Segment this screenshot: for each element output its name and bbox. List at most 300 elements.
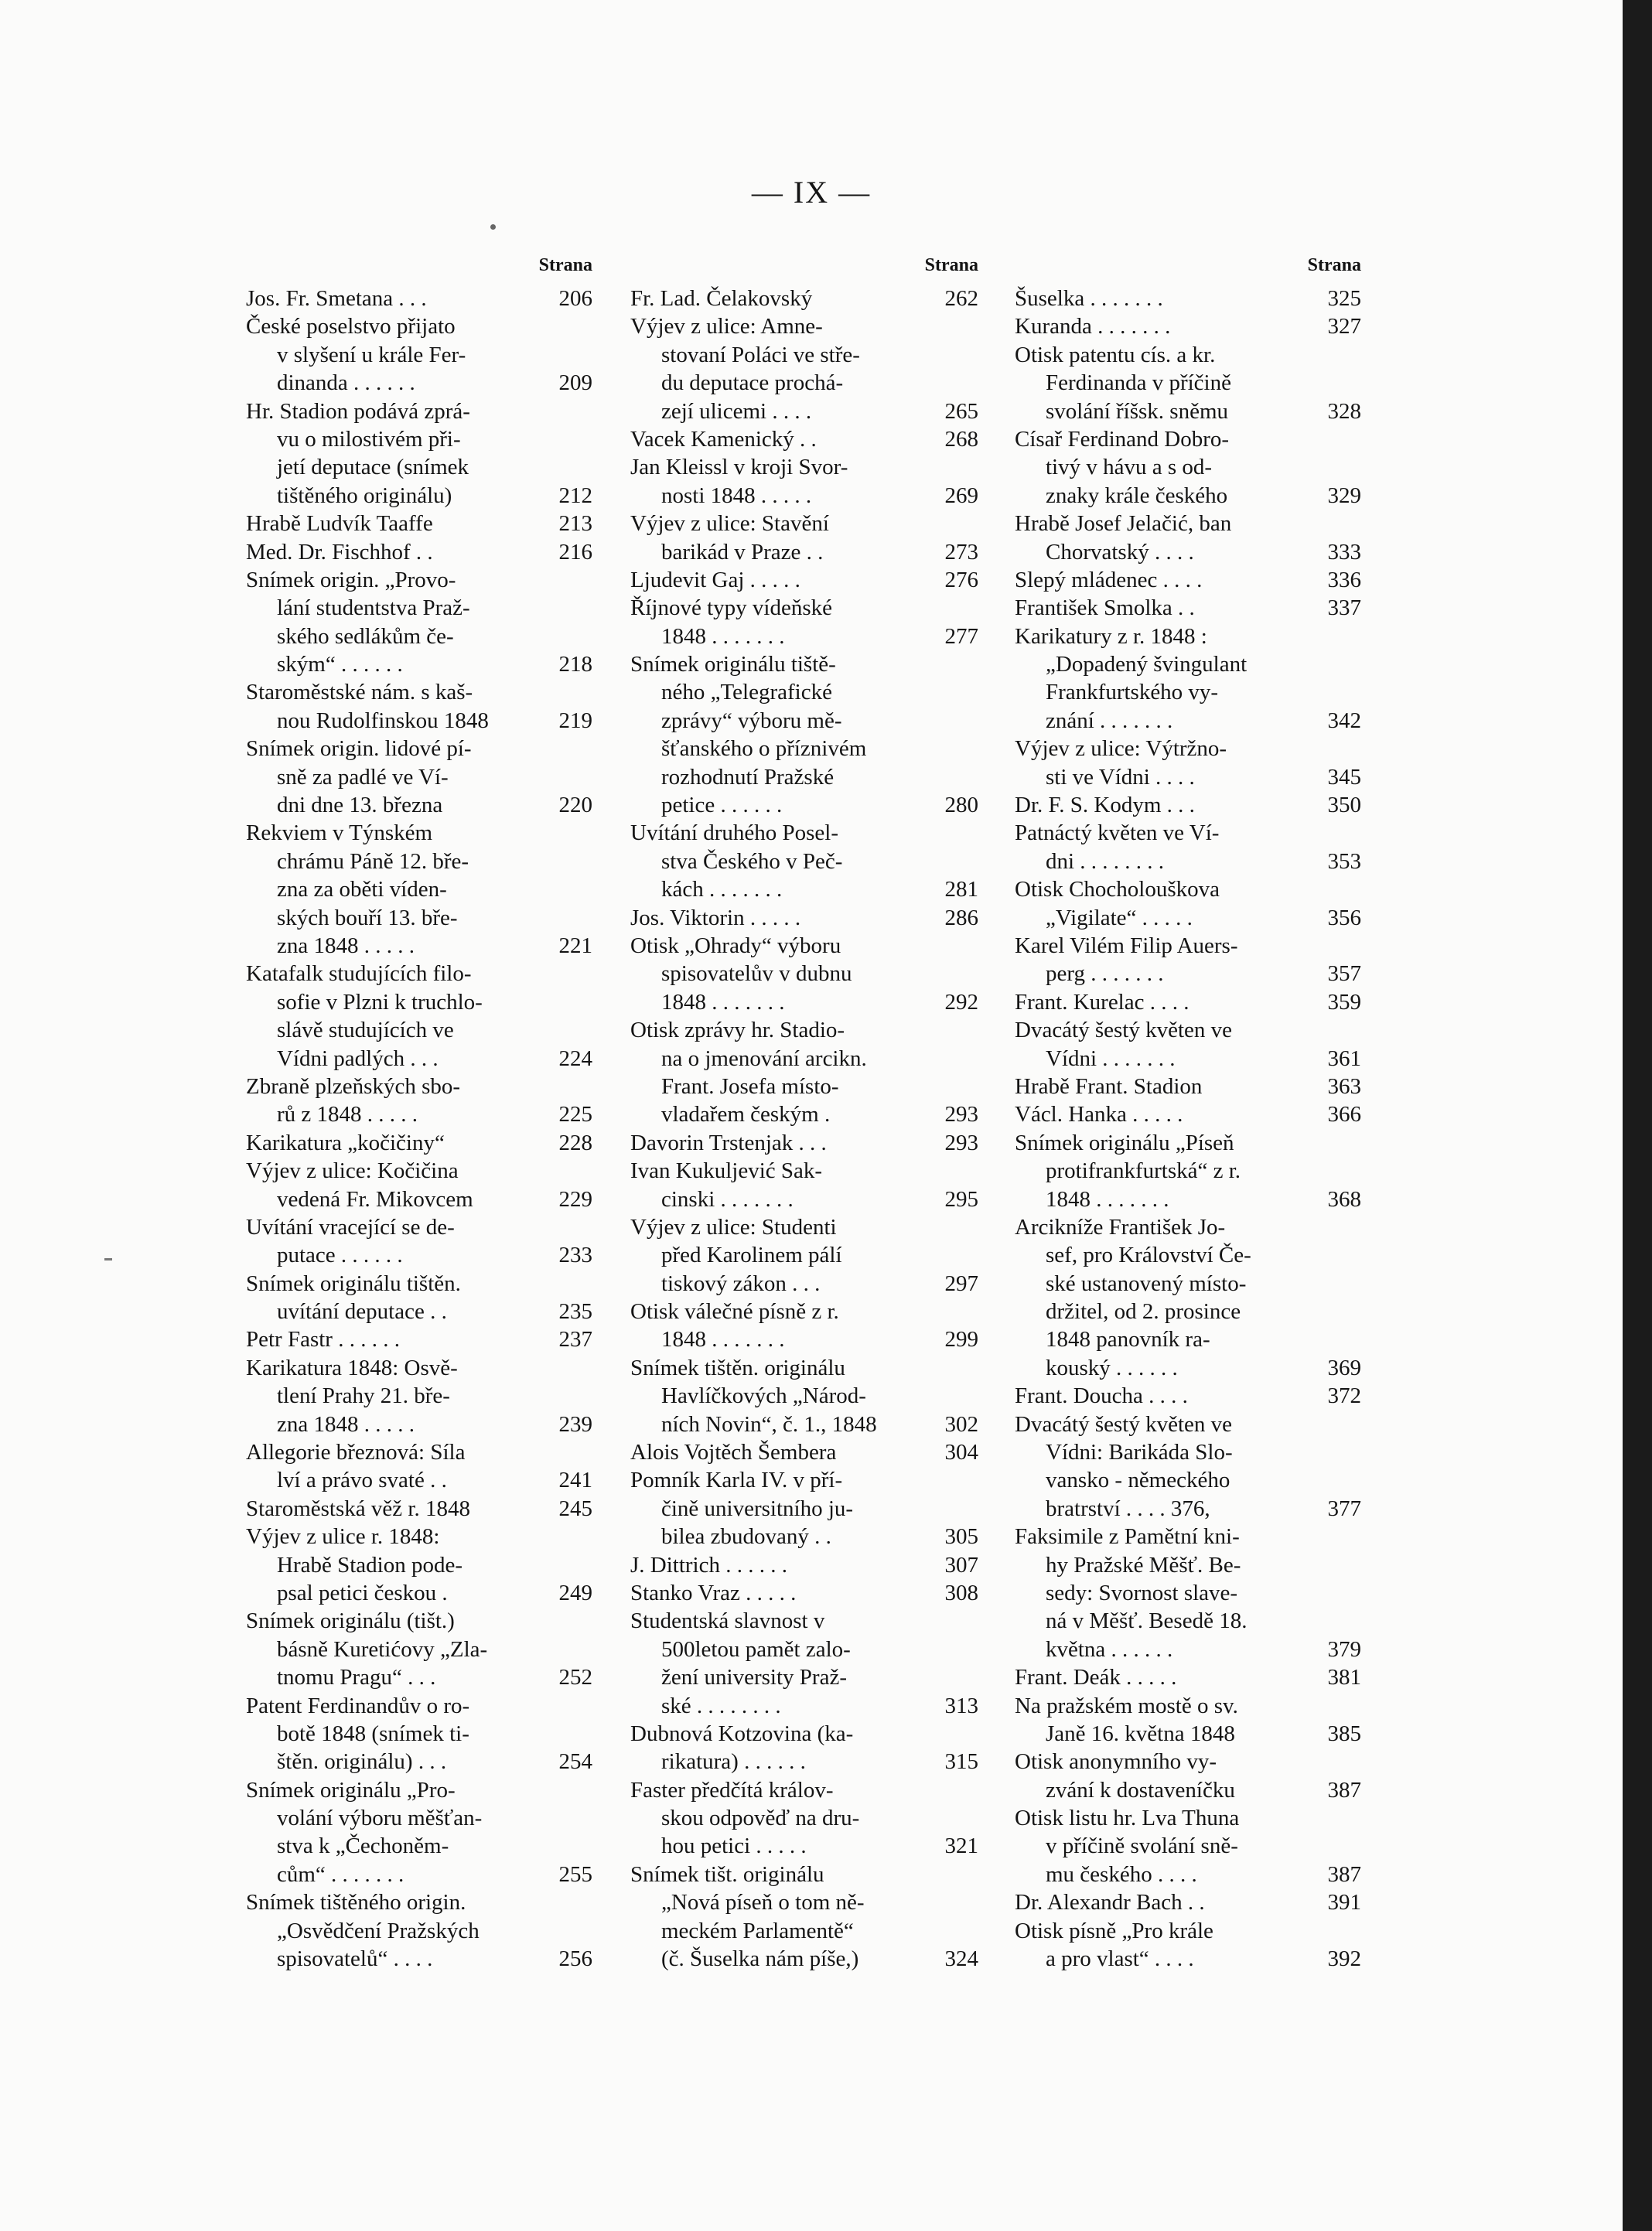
toc-entry-title: bratrství . . . . 376, (1046, 1496, 1210, 1521)
toc-entry-line (630, 1185, 978, 1213)
toc-entry-title: Jos. Fr. Smetana . . . (246, 286, 427, 311)
toc-entry-title: protifrankfurtská“ z r. (1046, 1158, 1241, 1184)
toc-entry-line (246, 623, 592, 650)
toc-entry-title: Hrabě Stadion pode- (277, 1552, 462, 1578)
toc-page-number: 228 (558, 1130, 592, 1155)
toc-entry-title: Jos. Viktorin . . . . . (630, 905, 801, 930)
toc-entry-line (246, 763, 592, 791)
toc-entry (1015, 1917, 1361, 1973)
toc-entry-line (1015, 1157, 1361, 1185)
toc-entry-title: tnomu Pragu“ . . . (277, 1665, 436, 1690)
toc-entry-line (1015, 1888, 1361, 1916)
toc-page-number: 363 (1327, 1073, 1361, 1099)
toc-page-number: 254 (558, 1749, 592, 1775)
toc-entry-line (246, 1438, 592, 1466)
toc-entry-title: Davorin Trstenjak . . . (630, 1130, 827, 1155)
toc-page-number: 256 (558, 1946, 592, 1972)
toc-entry-title: Výjev z ulice: Amne- (630, 314, 823, 339)
toc-entry (630, 1551, 978, 1579)
toc-entry (630, 650, 978, 819)
toc-entry-title: Vídni padlých . . . (277, 1046, 439, 1071)
toc-entry-title: Výjev z ulice: Studenti (630, 1214, 837, 1240)
toc-page-number: 391 (1327, 1890, 1361, 1915)
toc-entry-line (1015, 341, 1361, 369)
toc-entry-title: Dubnová Kotzovina (ka- (630, 1721, 854, 1746)
toc-entry-title: rů z 1848 . . . . . (277, 1102, 418, 1127)
toc-entry-line (246, 285, 592, 312)
toc-entry-line (1015, 312, 1361, 340)
toc-entry-line (1015, 1663, 1361, 1691)
print-speck (490, 224, 496, 230)
toc-entry-title: Otisk písně „Pro krále (1015, 1918, 1213, 1943)
toc-entry-title: ským“ . . . . . . (277, 652, 403, 677)
toc-entry-title: chrámu Páně 12. bře- (277, 848, 469, 874)
toc-entry-line (630, 397, 978, 425)
toc-entry-line (630, 1466, 978, 1494)
toc-page-number: 237 (558, 1327, 592, 1353)
toc-entry-line (1015, 1270, 1361, 1298)
toc-entry-title: ských bouří 13. bře- (277, 905, 458, 930)
toc-page-number: 212 (558, 483, 592, 508)
toc-entry-line (1015, 1213, 1361, 1241)
toc-entry-title: čině universitního ju- (661, 1496, 854, 1521)
toc-entry-title: České poselstvo přijato (246, 314, 456, 339)
toc-entry-line (1015, 1776, 1361, 1804)
toc-page-number: 342 (1327, 708, 1361, 733)
toc-entry-line (630, 1495, 978, 1523)
toc-entry-title: ného „Telegrafické (661, 680, 832, 705)
toc-entry-line (246, 453, 592, 481)
toc-entry-title: ské . . . . . . . . (661, 1693, 781, 1718)
toc-page-number: 293 (944, 1130, 978, 1155)
toc-entry-line (630, 1073, 978, 1100)
toc-entry-title: Snímek origin. lidové pí- (246, 736, 472, 762)
toc-entry-title: v slyšení u krále Fer- (277, 342, 466, 367)
toc-entry-title: barikád v Praze . . (661, 539, 824, 565)
toc-entry (630, 285, 978, 312)
toc-page-number: 381 (1327, 1665, 1361, 1690)
toc-entry-line (630, 623, 978, 650)
toc-entry-line (246, 1861, 592, 1888)
toc-entry-line (1015, 1073, 1361, 1100)
toc-entry-line (1015, 650, 1361, 678)
toc-page-number: 315 (944, 1749, 978, 1775)
toc-page-number: 233 (558, 1243, 592, 1268)
toc-entry-line (630, 875, 978, 903)
toc-entry (1015, 1692, 1361, 1748)
toc-entry-title: Rekviem v Týnském (246, 820, 433, 846)
toc-entry-title: vu o milostivém při- (277, 426, 461, 452)
toc-entry-line (1015, 397, 1361, 425)
toc-entry-line (246, 594, 592, 622)
toc-entry-line (246, 1663, 592, 1691)
toc-entry (1015, 1073, 1361, 1100)
toc-entry-line (246, 1298, 592, 1325)
toc-entry (1015, 988, 1361, 1016)
toc-entry-title: ních Novin“, č. 1., 1848 (661, 1411, 877, 1437)
toc-page-number: 239 (558, 1411, 592, 1437)
toc-page-number: 235 (558, 1299, 592, 1325)
toc-entry-line (1015, 425, 1361, 453)
toc-entry-title: Hrabě Josef Jelačić, ban (1015, 511, 1232, 537)
toc-entry-title: Hrabě Ludvík Taaffe (246, 511, 433, 537)
toc-page-number: 219 (558, 708, 592, 733)
toc-entry-title: Karikatury z r. 1848 : (1015, 623, 1207, 649)
toc-entry-title: nosti 1848 . . . . . (661, 483, 812, 508)
toc-entry-title: na o jmenování arcikn. (661, 1046, 867, 1071)
toc-entry-title: Dvacátý šestý květen ve (1015, 1018, 1233, 1043)
toc-page-number: 333 (1327, 539, 1361, 565)
toc-page-number: 387 (1327, 1777, 1361, 1803)
toc-entry-line (630, 1579, 978, 1607)
toc-page-number: 281 (944, 877, 978, 902)
toc-column-1 (246, 249, 592, 1973)
toc-entry-title: básně Kuretićovy „Zla- (277, 1636, 488, 1662)
toc-entry-title: žení university Praž- (661, 1665, 847, 1690)
toc-entry-title: Fr. Lad. Čelakovský (630, 286, 813, 311)
toc-page-number: 280 (944, 793, 978, 818)
toc-entry-title: Frant. Doucha . . . . (1015, 1383, 1188, 1409)
toc-entry-title: Výjev z ulice r. 1848: (246, 1524, 440, 1550)
toc-entry (246, 1888, 592, 1973)
toc-entry-line (246, 960, 592, 988)
toc-entry-title: zna 1848 . . . . . (277, 933, 415, 958)
toc-entry-title: Otisk válečné písně z r. (630, 1299, 839, 1325)
toc-page-number: 295 (944, 1186, 978, 1212)
toc-entry-title: Výjev z ulice: Kočičina (246, 1158, 459, 1184)
toc-entry (1015, 341, 1361, 425)
toc-entry-line (630, 1411, 978, 1438)
toc-entry (1015, 594, 1361, 622)
toc-entry-title: „Osvědčení Pražských (277, 1918, 480, 1943)
toc-entry (246, 538, 592, 566)
toc-entry (1015, 1382, 1361, 1410)
toc-entry (1015, 510, 1361, 566)
toc-entry-title: stva Českého v Peč- (661, 848, 843, 874)
toc-entry-line (246, 341, 592, 369)
toc-entry (246, 1270, 592, 1326)
toc-entry-line (1015, 1832, 1361, 1860)
toc-entry-line (630, 735, 978, 762)
toc-entry-line (630, 707, 978, 735)
toc-entry (246, 1354, 592, 1438)
toc-entry (1015, 1748, 1361, 1804)
toc-page-number: 209 (558, 370, 592, 396)
toc-entry-line (630, 1720, 978, 1748)
toc-entry-line (246, 848, 592, 875)
toc-entry-title: Snímek tištěného origin. (246, 1890, 466, 1915)
toc-entry-line (630, 312, 978, 340)
toc-entry-line (630, 566, 978, 594)
toc-entry-title: Staroměstská věž r. 1848 (246, 1496, 470, 1521)
toc-page-number: 324 (944, 1946, 978, 1972)
toc-entry-line (246, 707, 592, 735)
toc-entry-title: mu českého . . . . (1046, 1861, 1197, 1887)
toc-entry-title: 500letou pamět zalo- (661, 1636, 851, 1662)
toc-entry-line (246, 1157, 592, 1185)
toc-entry-line (1015, 1241, 1361, 1269)
toc-entry-line (1015, 1917, 1361, 1945)
toc-entry-title: štěn. originálu) . . . (277, 1749, 447, 1775)
toc-page-number: 218 (558, 652, 592, 677)
toc-entry-line (1015, 1861, 1361, 1888)
toc-entry-line (1015, 1382, 1361, 1410)
toc-entry-title: sně za padlé ve Ví- (277, 764, 449, 790)
toc-entry-line (246, 566, 592, 594)
toc-entry-line (630, 1354, 978, 1382)
toc-page-number: 337 (1327, 595, 1361, 621)
toc-entry-title: skou odpověď na dru- (661, 1806, 860, 1831)
toc-entry-title: Snímek origin. „Provo- (246, 567, 456, 592)
toc-page-number: 356 (1327, 905, 1361, 930)
toc-entry-title: Vídni: Barikáda Slo- (1046, 1440, 1233, 1465)
toc-entry-line (246, 1551, 592, 1579)
toc-entry-title: před Karolinem pálí (661, 1243, 842, 1268)
toc-entry-line (1015, 1636, 1361, 1663)
toc-entry-line (246, 1213, 592, 1241)
toc-entry-title: Frant. Kurelac . . . . (1015, 989, 1190, 1015)
toc-entry-title: Slepý mládenec . . . . (1015, 567, 1203, 592)
toc-entry (630, 1354, 978, 1438)
toc-entry (246, 1213, 592, 1270)
toc-entry (630, 453, 978, 510)
toc-entry-title: ná v Měšť. Besedě 18. (1046, 1608, 1248, 1634)
toc-page-number: 277 (944, 623, 978, 649)
toc-entry-line (630, 510, 978, 537)
toc-entry-line (1015, 1551, 1361, 1579)
toc-entry (630, 1213, 978, 1298)
toc-entry-title: meckém Parlamentě“ (661, 1918, 854, 1943)
toc-entry (1015, 932, 1361, 988)
toc-page-number: 252 (558, 1665, 592, 1690)
toc-entry-title: volání výboru měšťan- (277, 1806, 483, 1831)
toc-entry-line (1015, 623, 1361, 650)
toc-entry (630, 819, 978, 903)
toc-entry-line (1015, 1495, 1361, 1523)
toc-entry-title: zna za oběti víden- (277, 877, 447, 902)
toc-entry-title: Otisk anonymního vy- (1015, 1749, 1217, 1775)
toc-entry (630, 425, 978, 453)
toc-entry-title: 1848 . . . . . . . (661, 623, 785, 649)
toc-entry-line (630, 848, 978, 875)
toc-entry-line (246, 397, 592, 425)
toc-page-number: 225 (558, 1102, 592, 1127)
column-header: Strana (1307, 255, 1361, 275)
toc-entry-title: Uvítání druhého Posel- (630, 820, 839, 846)
toc-entry-line (246, 1804, 592, 1832)
toc-entry-title: rikatura) . . . . . . (661, 1749, 806, 1775)
toc-entries (630, 285, 978, 1973)
toc-entry-line (1015, 1438, 1361, 1466)
toc-entry-line (246, 1579, 592, 1607)
toc-entry-line (246, 1636, 592, 1663)
toc-entry-line (630, 425, 978, 453)
toc-entry-title: Dvacátý šestý květen ve (1015, 1411, 1233, 1437)
toc-entry-title: sofie v Plzni k truchlo- (277, 989, 483, 1015)
toc-entry-title: cům“ . . . . . . . (277, 1861, 404, 1887)
toc-page-number: 293 (944, 1102, 978, 1127)
toc-page-number: 216 (558, 539, 592, 565)
toc-entry-line (630, 932, 978, 960)
toc-page-number: 336 (1327, 567, 1361, 592)
toc-entry-title: zejí ulicemi . . . . (661, 398, 812, 424)
toc-page-number: 276 (944, 567, 978, 592)
toc-entry-line (630, 988, 978, 1016)
toc-entry-line (1015, 369, 1361, 397)
toc-entry-title: hou petici . . . . . (661, 1834, 807, 1859)
toc-entry-title: slávě studujících ve (277, 1018, 454, 1043)
toc-page-number: 379 (1327, 1636, 1361, 1662)
toc-entry (1015, 1523, 1361, 1663)
toc-entry-title: Vacek Kamenický . . (630, 426, 817, 452)
toc-entry-title: Katafalk studujících filo- (246, 961, 472, 987)
toc-entry-title: tlení Prahy 21. bře- (277, 1383, 450, 1409)
toc-entry-line (246, 678, 592, 706)
toc-entry-line (1015, 1129, 1361, 1157)
toc-entry-line (630, 1692, 978, 1720)
toc-entry-line (1015, 1607, 1361, 1635)
toc-entry-line (1015, 735, 1361, 762)
toc-entry-line (1015, 482, 1361, 510)
toc-entry-line (1015, 1016, 1361, 1044)
toc-entry-line (630, 1776, 978, 1804)
toc-page-number: 372 (1327, 1383, 1361, 1409)
toc-page-number: 321 (944, 1834, 978, 1859)
toc-entry-title: vedená Fr. Mikovcem (277, 1186, 473, 1212)
toc-entry-line (630, 791, 978, 819)
toc-entry (1015, 285, 1361, 312)
toc-entry-title: František Smolka . . (1015, 595, 1195, 621)
toc-entry-line (630, 482, 978, 510)
toc-entry (1015, 819, 1361, 875)
toc-entry-line (246, 932, 592, 960)
toc-entry-title: Snímek tištěn. originálu (630, 1355, 845, 1380)
toc-page-number: 292 (944, 989, 978, 1015)
column-header: Strana (538, 255, 592, 275)
toc-entry-line (246, 791, 592, 819)
toc-entry-line (630, 1832, 978, 1860)
toc-entry-line (246, 1832, 592, 1860)
toc-entries (246, 285, 592, 1973)
toc-page-number: 357 (1327, 961, 1361, 987)
toc-entry-title: Výjev z ulice: Výtržno- (1015, 736, 1227, 762)
toc-entry-line (630, 1241, 978, 1269)
toc-entry-line (246, 1411, 592, 1438)
toc-entry-title: vansko - německého (1046, 1468, 1230, 1493)
toc-entry-line (246, 1607, 592, 1635)
toc-entry-line (630, 1100, 978, 1128)
toc-entry (1015, 875, 1361, 932)
toc-entry (630, 1016, 978, 1129)
toc-entry-line (1015, 1523, 1361, 1550)
toc-page-number: 268 (944, 426, 978, 452)
toc-entry-line (630, 1382, 978, 1410)
toc-entry-title: stovaní Poláci ve stře- (661, 342, 860, 367)
toc-entry-line (1015, 1100, 1361, 1128)
toc-entry-line (630, 1636, 978, 1663)
toc-page-number: 353 (1327, 848, 1361, 874)
toc-entry (1015, 1888, 1361, 1916)
toc-entry-line (630, 1045, 978, 1073)
toc-entry-title: sedy: Svornost slave- (1046, 1580, 1238, 1605)
toc-entry (630, 1466, 978, 1550)
toc-entry (246, 1073, 592, 1129)
toc-page-number: 305 (944, 1524, 978, 1550)
toc-entry-title: Patnáctý květen ve Ví- (1015, 820, 1220, 846)
toc-entry-title: Ferdinanda v příčině (1046, 370, 1231, 396)
toc-entry-line (246, 819, 592, 847)
toc-entry-title: Patent Ferdinandův o ro- (246, 1693, 470, 1718)
toc-entry-title: znaky krále českého (1046, 483, 1228, 508)
toc-entry-line (246, 510, 592, 537)
toc-entry-line (1015, 791, 1361, 819)
toc-entry-line (246, 369, 592, 397)
toc-column-2 (630, 249, 978, 1973)
toc-entry-line (1015, 819, 1361, 847)
toc-entry-line (1015, 1945, 1361, 1973)
toc-entry (1015, 791, 1361, 819)
toc-entry (630, 1776, 978, 1861)
toc-entry-line (246, 988, 592, 1016)
toc-entry-title: Med. Dr. Fischhof . . (246, 539, 433, 565)
toc-entry-line (246, 1354, 592, 1382)
toc-entry-line (246, 904, 592, 932)
toc-entry-line (1015, 1748, 1361, 1776)
toc-entry-title: hy Pražské Měšť. Be- (1046, 1552, 1241, 1578)
toc-entry (246, 678, 592, 735)
toc-entry-title: Snímek originálu tištěn. (246, 1271, 461, 1296)
toc-entry-title: Faster předčítá králov- (630, 1777, 834, 1803)
toc-entry (1015, 312, 1361, 340)
toc-entry-title: Snímek originálu „Pro- (246, 1777, 456, 1803)
toc-entry-line (630, 904, 978, 932)
toc-entry-title: Na pražském mostě o sv. (1015, 1693, 1238, 1718)
toc-entry-line (630, 650, 978, 678)
toc-entry-title: Dr. Alexandr Bach . . (1015, 1890, 1205, 1915)
toc-entry-title: petice . . . . . . (661, 793, 783, 818)
toc-entry-title: Karel Vilém Filip Auers- (1015, 933, 1238, 958)
toc-entry-title: kách . . . . . . . (661, 877, 783, 902)
toc-entry-title: držitel, od 2. prosince (1046, 1299, 1241, 1325)
toc-entry (246, 397, 592, 510)
toc-entry (1015, 1100, 1361, 1128)
toc-page-number: 366 (1327, 1102, 1361, 1127)
toc-entry-line (1015, 1804, 1361, 1832)
toc-entry-title: Zbraně plzeňských sbo- (246, 1073, 461, 1099)
toc-entry-title: J. Dittrich . . . . . . (630, 1552, 787, 1578)
toc-entry-title: Arcikníže František Jo- (1015, 1214, 1226, 1240)
toc-entry-title: dinanda . . . . . . (277, 370, 415, 396)
toc-page-number: 304 (944, 1440, 978, 1465)
toc-entry-title: Vídni . . . . . . . (1046, 1046, 1176, 1071)
toc-entry-title: lví a právo svaté . . (277, 1468, 447, 1493)
toc-entry-line (1015, 678, 1361, 706)
toc-entry-line (246, 1888, 592, 1916)
toc-entry-line (246, 538, 592, 566)
toc-entry-title: Allegorie březnová: Síla (246, 1440, 466, 1465)
toc-entry-line (246, 1495, 592, 1523)
toc-entry (246, 960, 592, 1073)
toc-entry (630, 510, 978, 566)
toc-entry (630, 1438, 978, 1466)
toc-entry-title: zprávy“ výboru mě- (661, 708, 842, 733)
toc-entry-line (630, 1325, 978, 1353)
toc-entry-line (630, 1945, 978, 1973)
toc-entry-title: spisovatelů“ . . . . (277, 1946, 433, 1972)
toc-entry-line (1015, 707, 1361, 735)
toc-entry-title: znání . . . . . . . (1046, 708, 1173, 733)
toc-entry (630, 1579, 978, 1607)
